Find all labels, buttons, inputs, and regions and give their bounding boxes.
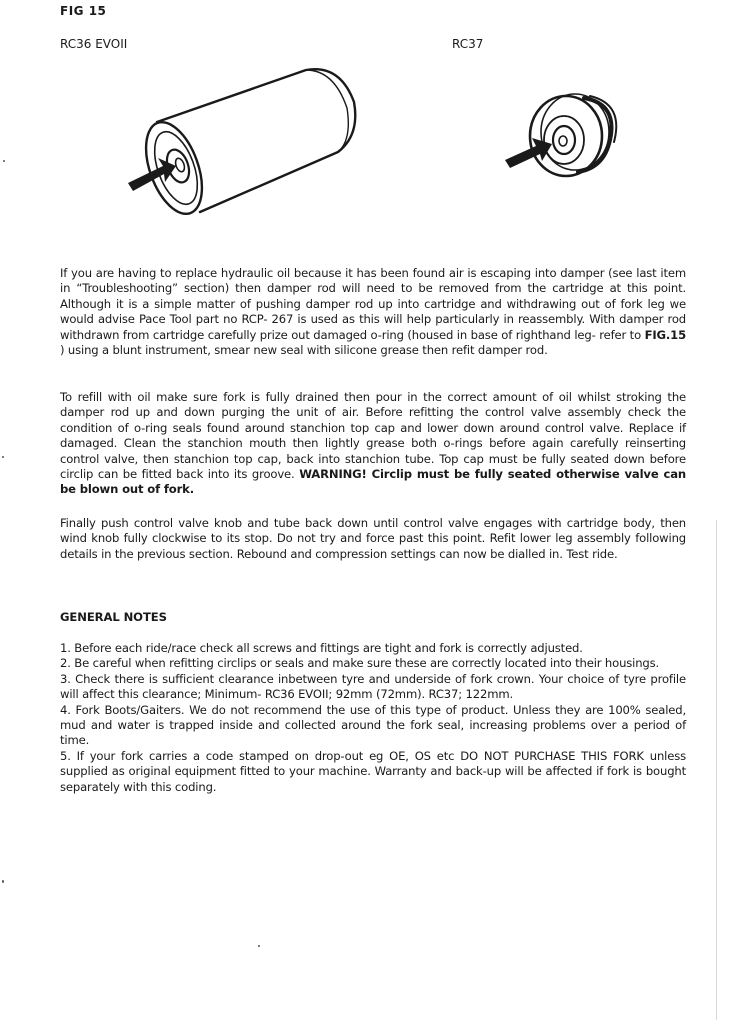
scan-speck — [3, 160, 5, 162]
warning-text: WARNING! Circlip must be fully seated otherwise valve can be blown out of fork. — [60, 467, 686, 497]
paragraph-refill-oil — [60, 390, 686, 498]
list-item: 4. Fork Boots/Gaiters. We do not recommend the use of this type of product. Unless they are 100% sealed, mud and water is trapped inside and collected around the fork seal, increasing problems over a period of time. — [60, 702, 686, 748]
arrow-icon — [505, 138, 552, 168]
list-item: 3. Check there is sufficient clearance inbetween tyre and underside of fork crown. Your choice of tyre profile will affect this clearance; Minimum- RC36 EVOII; 92mm (72mm). RC37; 122mm. — [60, 671, 686, 702]
figure-reference: FIG.15 — [644, 327, 686, 342]
scan-speck — [2, 456, 4, 458]
rc37-valve-drawing — [530, 94, 616, 176]
general-notes-heading: GENERAL NOTES — [60, 610, 167, 624]
rc36-cartridge-drawing — [135, 69, 355, 221]
figure-label: FIG 15 — [60, 4, 107, 18]
scan-speck — [258, 945, 260, 947]
figure-15-illustration — [0, 0, 732, 260]
list-item: 1. Before each ride/race check all screws and fittings are tight and fork is correctly adjusted. — [60, 641, 583, 655]
paragraph-damper-rod — [60, 266, 686, 358]
scan-edge-line — [716, 520, 717, 1020]
paragraph-text: ) using a blunt instrument, smear new seal with silicone grease then refit damper rod. — [60, 343, 548, 358]
caption-rc36-evoii: RC36 EVOII — [60, 37, 128, 51]
paragraph-final-steps: Finally push control valve knob and tube back down until control valve engages with cartridge body, then wind knob fully clockwise to its stop. Do not try and force past this point. Refit lower leg assembly following details in the previous section. Rebound and compression settings can now be dialled in. Test ride. — [60, 516, 686, 561]
caption-rc37: RC37 — [452, 37, 484, 51]
paragraph-text: If you are having to replace hydraulic oil because it has been found air is escaping into damper (see last item in “Troubleshooting” section) then damper rod will need to be removed from the cartridge at this point. Although it is a simple matter of pushing damper rod up into cartridge and withdrawing out of fork leg we would advise Pace Tool part no RCP- 267 is used as this will help particularly in reassembly. With damper rod withdrawn from cartridge carefully prize out damaged o-ring (housed in base of righthand leg- refer to — [60, 266, 686, 342]
general-notes-list — [60, 641, 686, 795]
list-item: 5. If your fork carries a code stamped on drop-out eg OE, OS etc DO NOT PURCHASE THIS FORK unless supplied as original equipment fitted to your machine. Warranty and back-up will be affected if fork is bought separately with this coding. — [60, 748, 686, 794]
arrow-icon — [128, 158, 176, 191]
scan-speck — [2, 880, 4, 883]
list-item: 2. Be careful when refitting circlips or seals and make sure these are correctly located into their housings. — [60, 656, 660, 671]
paragraph-text: To refill with oil make sure fork is fully drained then pour in the correct amount of oil whilst stroking the damper rod up and down purging the unit of air. Before refitting the control valve assembly check the condition of o-ring seals found around stanchion top cap and lower down around control valve. Replace if damaged. Clean the stanchion mouth then lightly grease both o-rings before again carefully reinserting control valve, then stanchion top cap, back into stanchion tube. Top cap must be fully seated down before circlip can be fitted back into its groove. — [60, 390, 686, 482]
